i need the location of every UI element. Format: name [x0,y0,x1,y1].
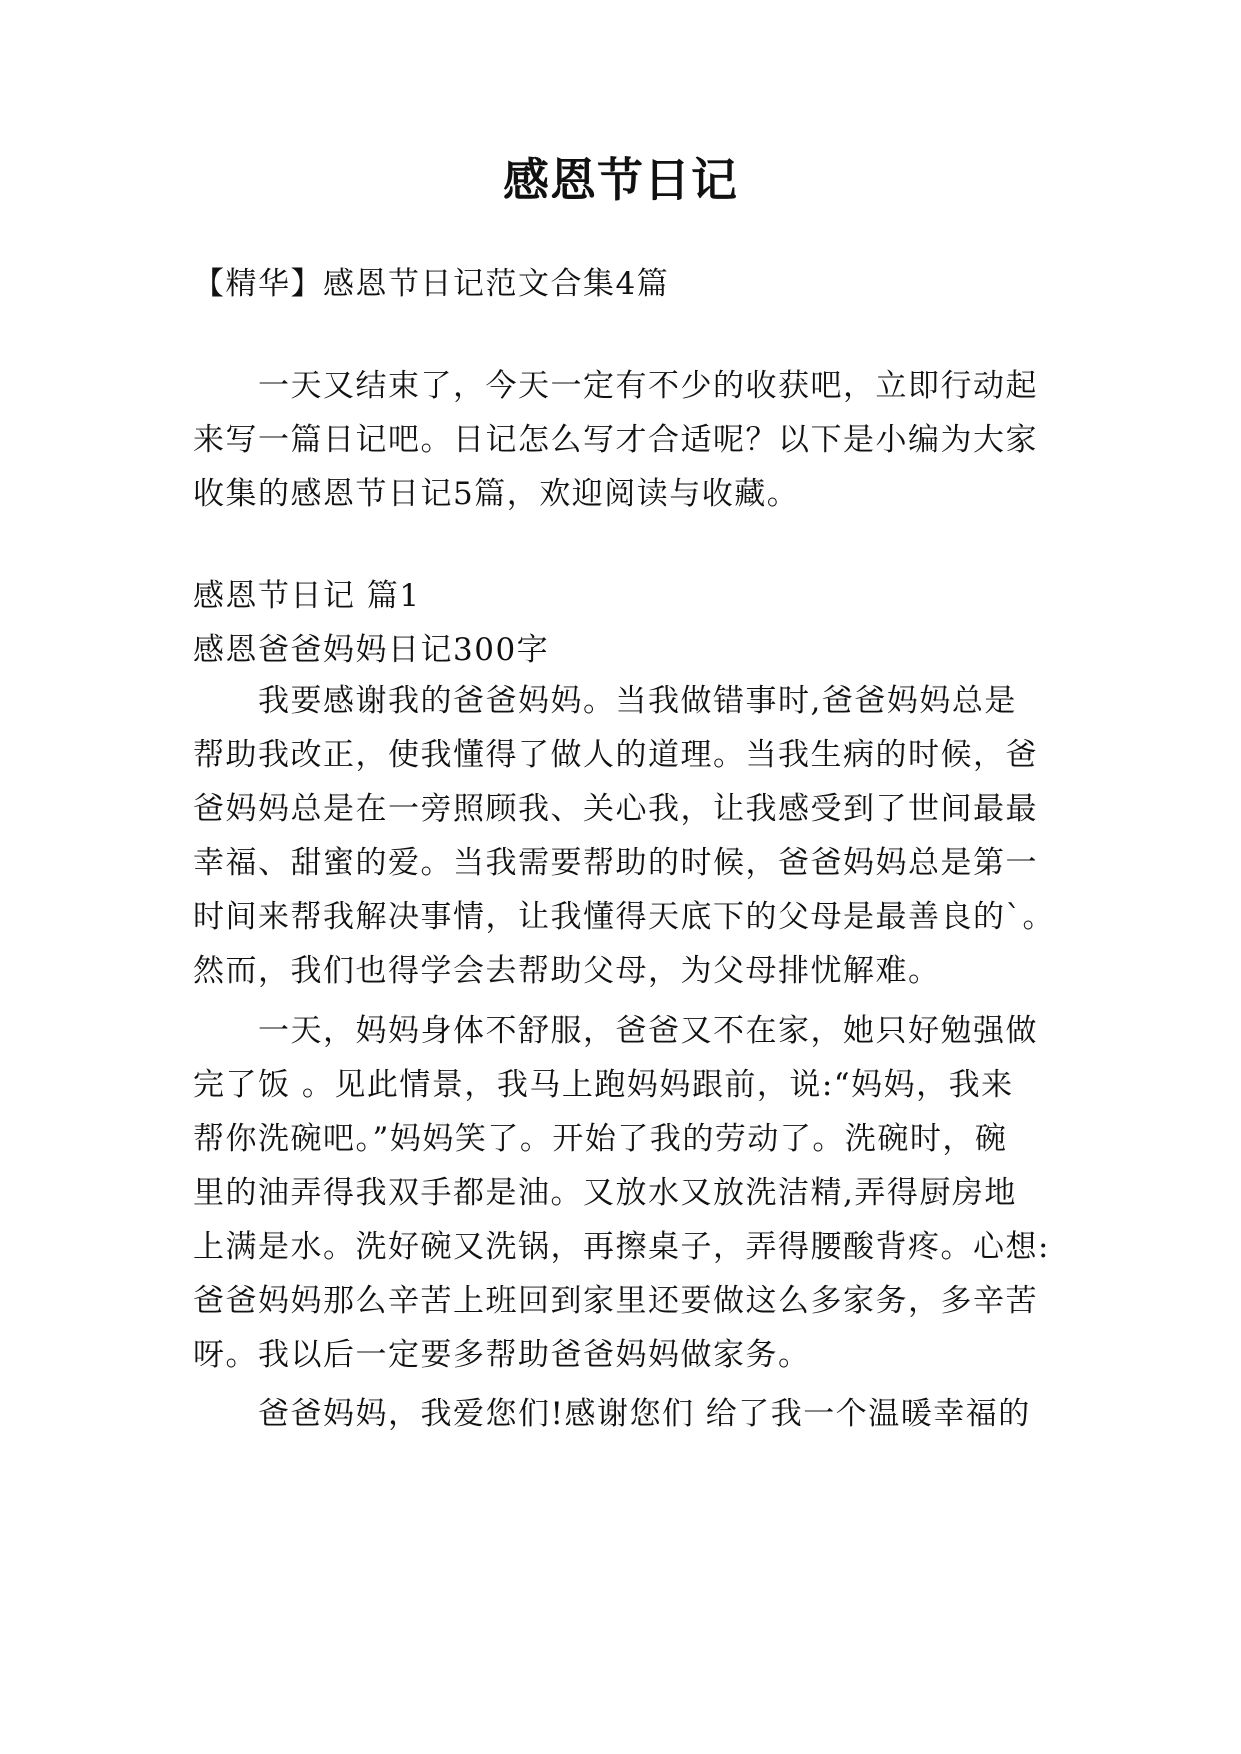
body-line: 时间来帮我解决事情，让我懂得天底下的父母是最善良的`。 [193,899,1055,935]
body-line: 一天，妈妈身体不舒服，爸爸又不在家，她只好勉强做 [258,1013,1038,1049]
body-line: 然而，我们也得学会去帮助父母，为父母排忧解难。 [193,953,941,989]
body-line: 完了饭 。见此情景，我马上跑妈妈跟前，说:“妈妈，我来 [193,1067,1014,1103]
intro-line: 收集的感恩节日记5篇，欢迎阅读与收藏。 [193,476,800,512]
article-title: 感恩爸爸妈妈日记300字 [193,632,550,668]
intro-line: 来写一篇日记吧。日记怎么写才合适呢？以下是小编为大家 [193,422,1038,458]
document-subtitle: 【精华】感恩节日记范文合集4篇 [193,266,670,302]
body-line: 上满是水。洗好碗又洗锅，再擦桌子，弄得腰酸背疼。心想: [193,1229,1050,1265]
body-line: 爸爸妈妈那么辛苦上班回到家里还要做这么多家务，多辛苦 [193,1283,1038,1319]
body-line: 爸妈妈总是在一旁照顾我、关心我，让我感受到了世间最最 [193,791,1038,827]
section-heading: 感恩节日记 篇1 [193,578,421,614]
body-line: 爸爸妈妈，我爱您们!感谢您们 给了我一个温暖幸福的 [258,1396,1031,1432]
body-line: 呀。我以后一定要多帮助爸爸妈妈做家务。 [193,1337,811,1373]
document-title: 感恩节日记 [503,153,738,207]
body-line: 幸福、甜蜜的爱。当我需要帮助的时候，爸爸妈妈总是第一 [193,845,1038,881]
body-line: 我要感谢我的爸爸妈妈。当我做错事时,爸爸妈妈总是 [258,683,1017,719]
body-line: 帮助我改正，使我懂得了做人的道理。当我生病的时候，爸 [193,737,1038,773]
body-line: 里的油弄得我双手都是油。又放水又放洗洁精,弄得厨房地 [193,1175,1017,1211]
body-line: 帮你洗碗吧。”妈妈笑了。开始了我的劳动了。洗碗时，碗 [193,1121,1008,1157]
intro-line: 一天又结束了，今天一定有不少的收获吧，立即行动起 [258,368,1038,404]
